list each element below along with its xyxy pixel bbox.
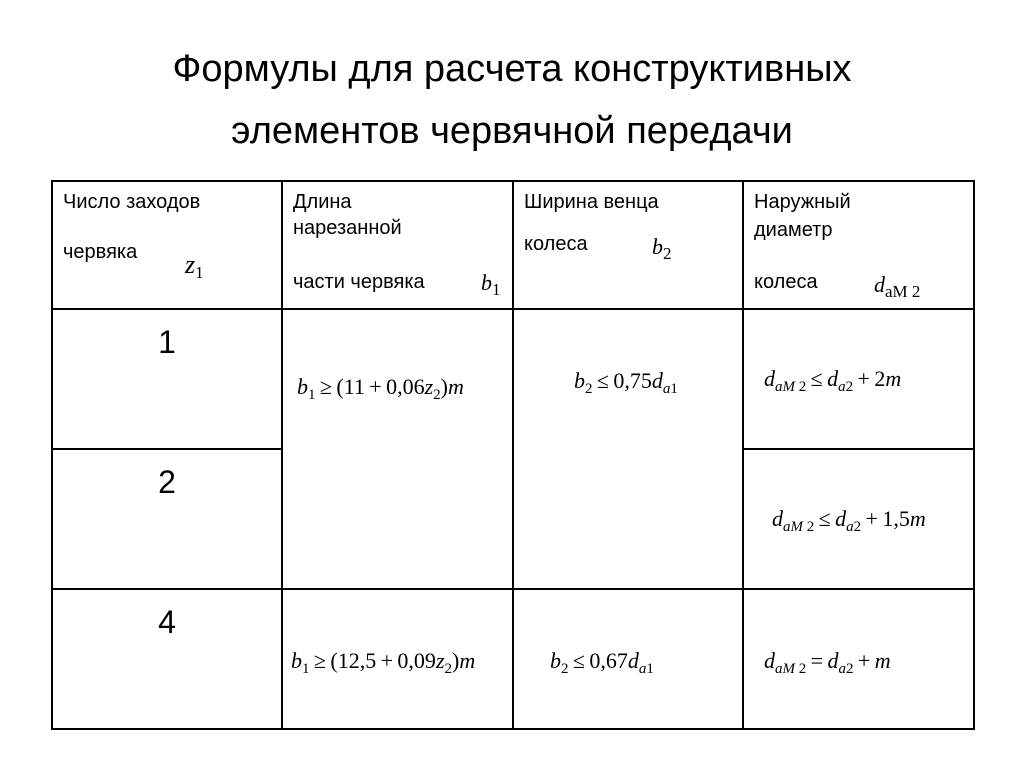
header-starts-line-1: Число заходов	[63, 191, 201, 213]
rim-width-cell-1-2	[513, 309, 743, 589]
header-rim-width	[513, 181, 743, 309]
starts-cell-3: 4	[52, 589, 282, 729]
outer-diameter-formula-1: $d_{aM 2} \le d_{a2} + 2m$	[764, 366, 902, 395]
thread-length-formula-3: $b_1 \ge (12,5 + 0,09z_2)m$	[291, 648, 476, 677]
header-thread-length-line-1: Длина	[293, 191, 352, 213]
header-outer-diameter-line-1: Наружный	[754, 191, 851, 213]
outer-diameter-formula-3: $d_{aM 2} = d_{a2} + m$	[764, 648, 891, 677]
header-thread-length-line-2: нарезанной	[293, 217, 402, 239]
table-row	[52, 309, 974, 449]
header-starts-symbol: $z_1$	[185, 250, 204, 282]
thread-length-cell-3	[282, 589, 513, 729]
outer-diameter-cell-1	[743, 309, 974, 449]
rim-width-formula-1: $b_2 \le 0,75d_{a1}$	[574, 368, 678, 397]
slide-title	[0, 38, 1024, 162]
outer-diameter-formula-2: $d_{aM 2} \le d_{a2} + 1,5m$	[772, 506, 926, 535]
header-thread-length	[282, 181, 513, 309]
rim-width-formula-3: $b_2 \le 0,67d_{a1}$	[550, 648, 654, 677]
starts-cell-2: 2	[52, 449, 282, 589]
header-rim-width-line-2: колеса	[524, 233, 588, 255]
header-row	[52, 181, 974, 309]
header-starts	[52, 181, 282, 309]
header-thread-length-line-3: части червяка	[293, 271, 425, 293]
header-rim-width-line-1: Ширина венца	[524, 191, 659, 213]
header-rim-width-symbol: $b_2$	[652, 234, 672, 263]
header-outer-diameter	[743, 181, 974, 309]
header-outer-diameter-symbol: $d_{aM 2}$	[874, 272, 921, 301]
header-outer-diameter-line-3: колеса	[754, 271, 818, 293]
thread-length-formula-1: $b_1 \ge (11 + 0,06z_2)m$	[297, 374, 464, 403]
outer-diameter-cell-3	[743, 589, 974, 729]
rim-width-cell-3	[513, 589, 743, 729]
header-starts-line-2: червяка	[63, 241, 138, 263]
header-outer-diameter-line-2: диаметр	[754, 219, 833, 241]
outer-diameter-cell-2	[743, 449, 974, 589]
title-line-1: Формулы для расчета конструктивных	[172, 48, 852, 90]
table-row	[52, 589, 974, 729]
thread-length-cell-1-2	[282, 309, 513, 589]
title-line-2: элементов червячной передачи	[231, 110, 793, 152]
starts-cell-1: 1	[52, 309, 282, 449]
header-thread-length-symbol: $b_1$	[481, 270, 501, 299]
formulas-table	[51, 180, 975, 730]
